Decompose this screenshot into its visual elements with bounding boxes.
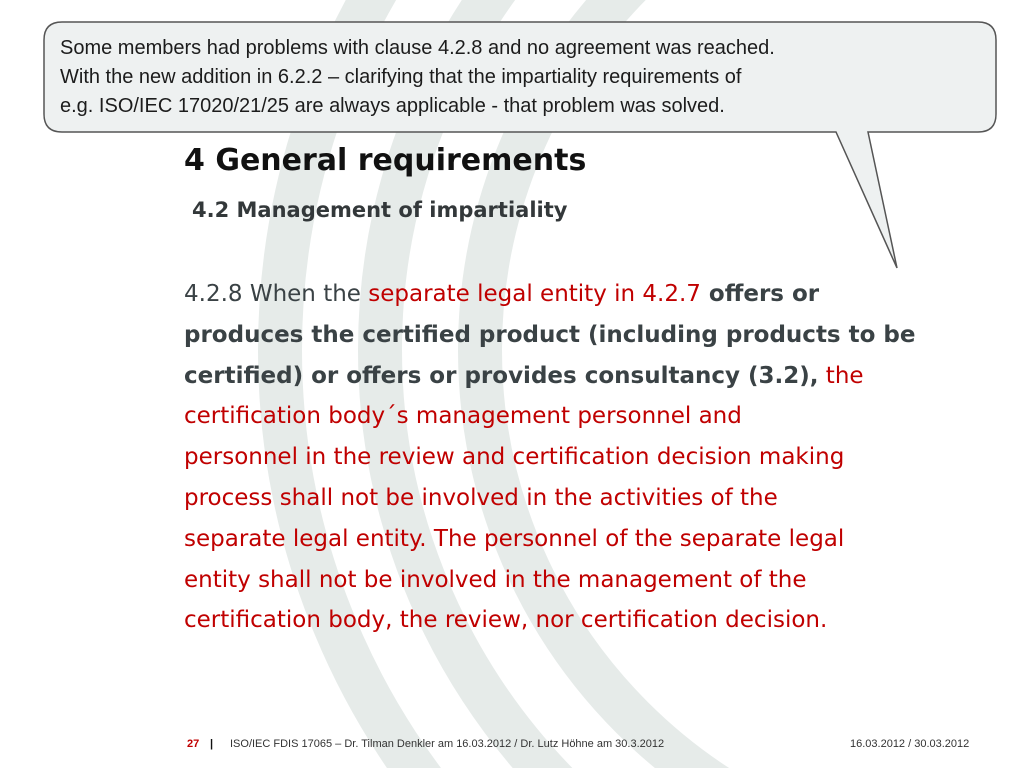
callout-text: [60, 34, 990, 121]
footer: [0, 736, 1024, 756]
clause-line-3: [184, 356, 984, 397]
clause-line-5: personnel in the review and certification decision making: [184, 444, 845, 471]
footer-date: 16.03.2012 / 30.03.2012: [850, 738, 970, 750]
clause-line-8: entity shall not be involved in the management of the: [184, 566, 807, 593]
clause-line-4: certification body´s management personnel and: [184, 403, 742, 430]
section-subtitle: 4.2 Management of impartiality: [192, 198, 568, 222]
footer-separator: |: [210, 738, 214, 750]
bold-text: offers or: [700, 281, 820, 307]
highlight-text: the: [818, 362, 864, 389]
clause-line-9: certification body, the review, nor certification decision.: [184, 607, 828, 634]
page-number: 27: [187, 738, 200, 750]
callout-line-3: e.g. ISO/IEC 17020/21/25 are always applicable - that problem was solved.: [60, 95, 725, 117]
callout-line-2: With the new addition in 6.2.2 – clarifying that the impartiality requirements of: [60, 66, 742, 88]
clause-line-7: separate legal entity. The personnel of the separate legal: [184, 525, 845, 552]
page-title: 4 General requirements: [184, 143, 587, 178]
highlight-text: separate legal entity in 4.2.7: [368, 281, 701, 307]
clause-line-1: [184, 274, 984, 315]
clause-text: [184, 274, 984, 641]
clause-line-6: process shall not be involved in the activities of the: [184, 484, 778, 511]
clause-line-2: produces the certified product (including products to be: [184, 321, 916, 348]
footer-document-info: ISO/IEC FDIS 17065 – Dr. Tilman Denkler am 16.03.2012 / Dr. Lutz Höhne am 30.3.2012: [230, 738, 665, 750]
clause-number-text: 4.2.8 When the: [184, 281, 369, 307]
bold-text: certified) or offers or provides consultancy (3.2),: [184, 362, 819, 389]
callout-line-1: Some members had problems with clause 4.2.8 and no agreement was reached.: [60, 37, 775, 59]
